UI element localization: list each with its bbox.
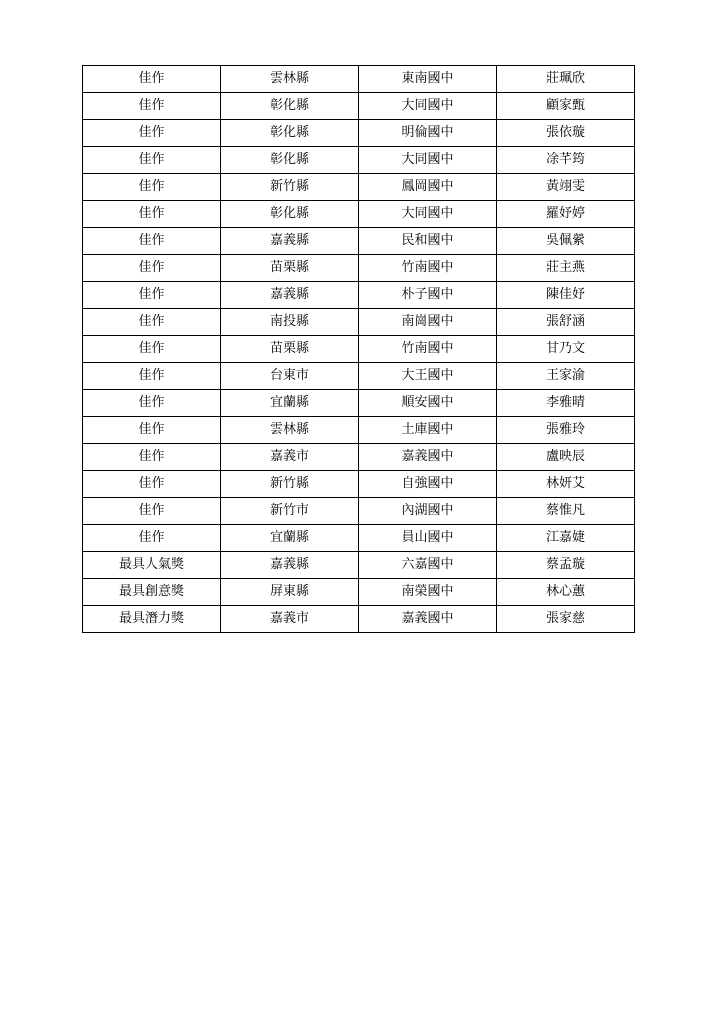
table-row xyxy=(83,471,635,498)
award-cell: 佳作 xyxy=(83,336,221,363)
name-cell: 黃翊雯 xyxy=(497,174,635,201)
name-cell: 張雅玲 xyxy=(497,417,635,444)
table-row xyxy=(83,498,635,525)
school-cell: 員山國中 xyxy=(359,525,497,552)
county-cell: 南投縣 xyxy=(221,309,359,336)
table-row xyxy=(83,336,635,363)
county-cell: 彰化縣 xyxy=(221,147,359,174)
name-cell: 莊珮欣 xyxy=(497,66,635,93)
name-cell: 吳佩縈 xyxy=(497,228,635,255)
county-cell: 嘉義市 xyxy=(221,606,359,633)
award-cell: 佳作 xyxy=(83,228,221,255)
table-row xyxy=(83,363,635,390)
table-row xyxy=(83,201,635,228)
award-cell: 最具人氣獎 xyxy=(83,552,221,579)
school-cell: 大同國中 xyxy=(359,201,497,228)
table-row xyxy=(83,390,635,417)
award-cell: 佳作 xyxy=(83,282,221,309)
county-cell: 嘉義縣 xyxy=(221,228,359,255)
award-cell: 佳作 xyxy=(83,390,221,417)
school-cell: 南榮國中 xyxy=(359,579,497,606)
county-cell: 雲林縣 xyxy=(221,417,359,444)
school-cell: 內湖國中 xyxy=(359,498,497,525)
table-row xyxy=(83,552,635,579)
award-cell: 佳作 xyxy=(83,93,221,120)
name-cell: 林妍艾 xyxy=(497,471,635,498)
school-cell: 土庫國中 xyxy=(359,417,497,444)
county-cell: 新竹縣 xyxy=(221,174,359,201)
award-cell: 最具潛力獎 xyxy=(83,606,221,633)
awards-table xyxy=(82,65,635,633)
county-cell: 新竹市 xyxy=(221,498,359,525)
county-cell: 苗栗縣 xyxy=(221,336,359,363)
county-cell: 新竹縣 xyxy=(221,471,359,498)
county-cell: 雲林縣 xyxy=(221,66,359,93)
name-cell: 莊主燕 xyxy=(497,255,635,282)
table-row xyxy=(83,417,635,444)
school-cell: 六嘉國中 xyxy=(359,552,497,579)
table-row xyxy=(83,444,635,471)
table-row xyxy=(83,255,635,282)
school-cell: 東南國中 xyxy=(359,66,497,93)
table-row xyxy=(83,120,635,147)
county-cell: 屏東縣 xyxy=(221,579,359,606)
name-cell: 王家渝 xyxy=(497,363,635,390)
award-cell: 佳作 xyxy=(83,309,221,336)
school-cell: 竹南國中 xyxy=(359,336,497,363)
name-cell: 陳佳妤 xyxy=(497,282,635,309)
name-cell: 甘乃文 xyxy=(497,336,635,363)
award-cell: 佳作 xyxy=(83,120,221,147)
award-cell: 佳作 xyxy=(83,444,221,471)
county-cell: 彰化縣 xyxy=(221,120,359,147)
name-cell: 顧家甄 xyxy=(497,93,635,120)
county-cell: 宜蘭縣 xyxy=(221,390,359,417)
county-cell: 嘉義縣 xyxy=(221,282,359,309)
county-cell: 台東市 xyxy=(221,363,359,390)
school-cell: 南崗國中 xyxy=(359,309,497,336)
county-cell: 嘉義縣 xyxy=(221,552,359,579)
county-cell: 宜蘭縣 xyxy=(221,525,359,552)
name-cell: 張依璇 xyxy=(497,120,635,147)
school-cell: 大王國中 xyxy=(359,363,497,390)
table-row xyxy=(83,147,635,174)
name-cell: 凃芊筠 xyxy=(497,147,635,174)
school-cell: 大同國中 xyxy=(359,147,497,174)
table-row xyxy=(83,606,635,633)
name-cell: 張家慈 xyxy=(497,606,635,633)
table-row xyxy=(83,174,635,201)
school-cell: 順安國中 xyxy=(359,390,497,417)
county-cell: 嘉義市 xyxy=(221,444,359,471)
award-cell: 佳作 xyxy=(83,363,221,390)
award-cell: 佳作 xyxy=(83,525,221,552)
school-cell: 大同國中 xyxy=(359,93,497,120)
award-cell: 佳作 xyxy=(83,147,221,174)
table-row xyxy=(83,579,635,606)
award-cell: 佳作 xyxy=(83,255,221,282)
name-cell: 蔡孟璇 xyxy=(497,552,635,579)
school-cell: 嘉義國中 xyxy=(359,606,497,633)
county-cell: 苗栗縣 xyxy=(221,255,359,282)
table-row xyxy=(83,282,635,309)
name-cell: 林心蕙 xyxy=(497,579,635,606)
county-cell: 彰化縣 xyxy=(221,201,359,228)
school-cell: 朴子國中 xyxy=(359,282,497,309)
award-cell: 佳作 xyxy=(83,471,221,498)
name-cell: 蔡惟凡 xyxy=(497,498,635,525)
table-row xyxy=(83,309,635,336)
school-cell: 明倫國中 xyxy=(359,120,497,147)
awards-table-body xyxy=(83,66,635,633)
name-cell: 江嘉婕 xyxy=(497,525,635,552)
school-cell: 竹南國中 xyxy=(359,255,497,282)
award-cell: 佳作 xyxy=(83,498,221,525)
school-cell: 鳳岡國中 xyxy=(359,174,497,201)
county-cell: 彰化縣 xyxy=(221,93,359,120)
name-cell: 羅妤婷 xyxy=(497,201,635,228)
table-row xyxy=(83,93,635,120)
school-cell: 民和國中 xyxy=(359,228,497,255)
name-cell: 李雅晴 xyxy=(497,390,635,417)
award-cell: 佳作 xyxy=(83,66,221,93)
table-row xyxy=(83,525,635,552)
school-cell: 嘉義國中 xyxy=(359,444,497,471)
award-cell: 佳作 xyxy=(83,201,221,228)
award-cell: 最具創意獎 xyxy=(83,579,221,606)
table-row xyxy=(83,66,635,93)
name-cell: 張舒涵 xyxy=(497,309,635,336)
name-cell: 盧映辰 xyxy=(497,444,635,471)
school-cell: 自強國中 xyxy=(359,471,497,498)
award-cell: 佳作 xyxy=(83,174,221,201)
table-row xyxy=(83,228,635,255)
award-cell: 佳作 xyxy=(83,417,221,444)
